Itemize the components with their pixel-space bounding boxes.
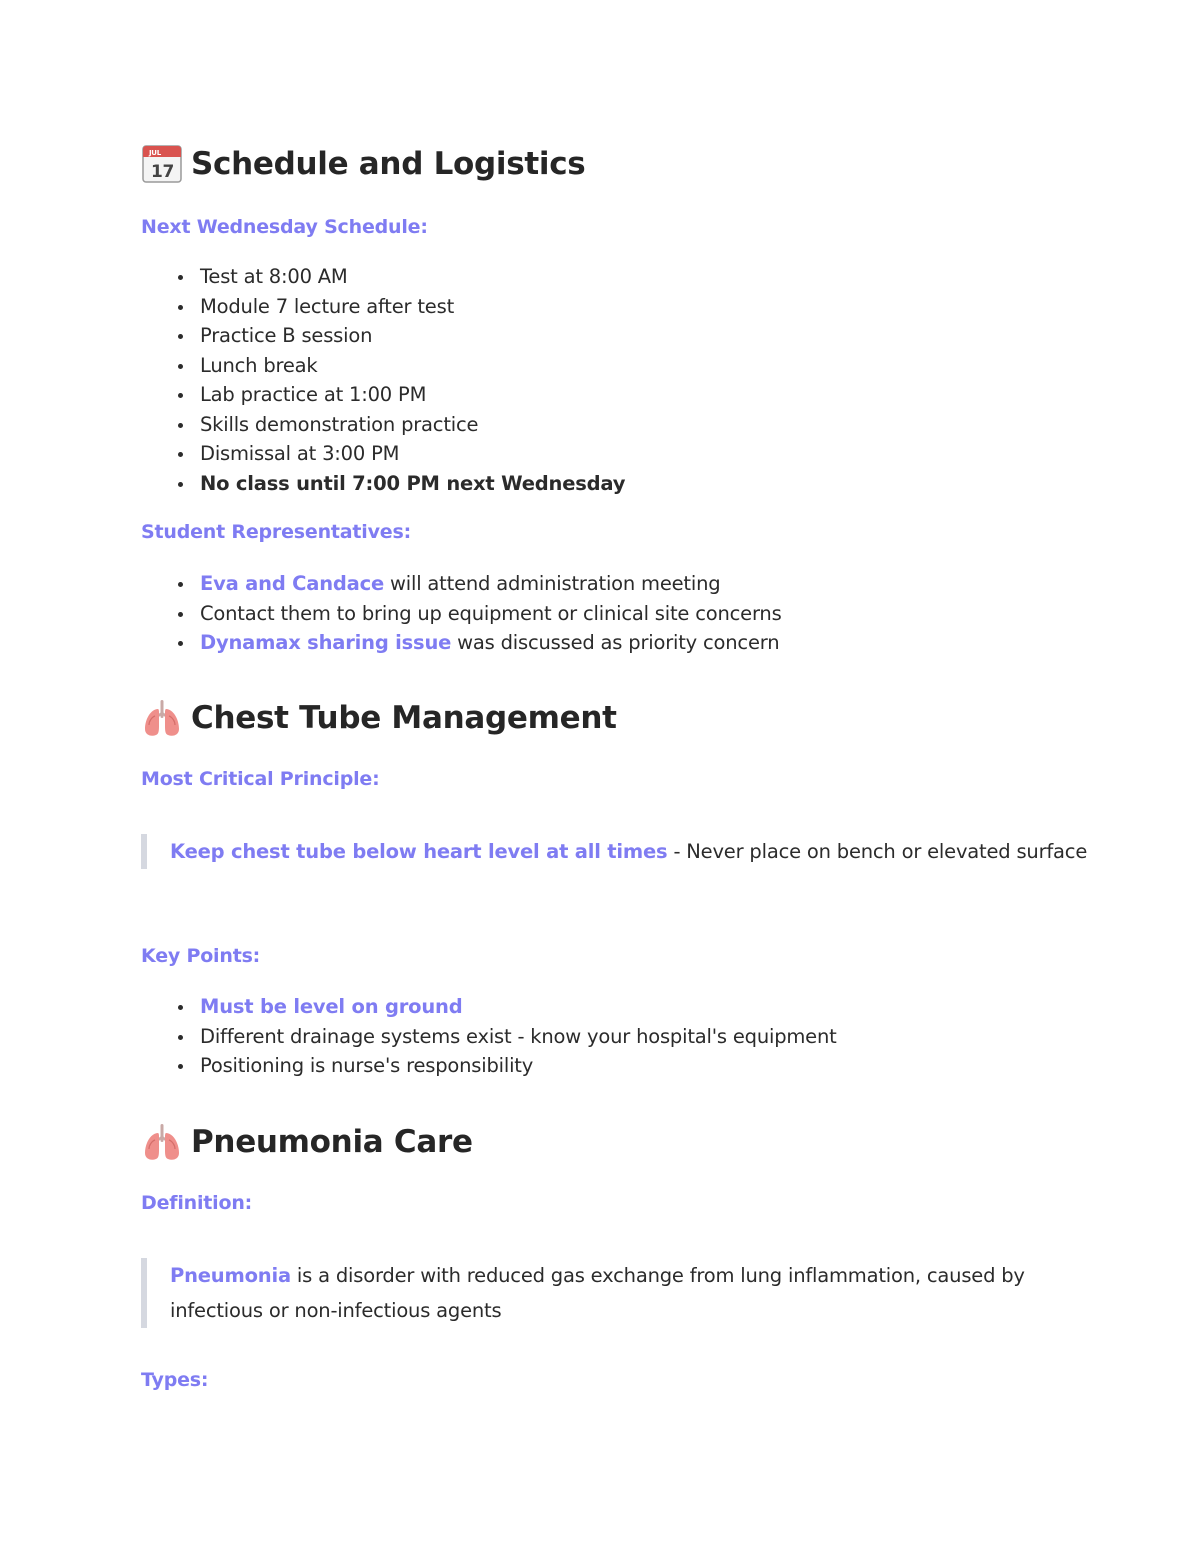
- lungs-icon: [141, 1121, 183, 1163]
- pneumonia-section-title: [141, 1121, 473, 1163]
- schedule-section-title: [141, 143, 585, 185]
- list-item: Test at 8:00 AM: [175, 262, 625, 292]
- types-heading: Types:: [141, 1369, 209, 1391]
- list-item: Dynamax sharing issue was discussed as priority concern: [175, 628, 782, 658]
- key-points-heading: Key Points:: [141, 945, 261, 967]
- list-item: Must be level on ground: [175, 992, 837, 1022]
- list-item: Dismissal at 3:00 PM: [175, 439, 625, 469]
- reps-list: [175, 569, 782, 658]
- chest-tube-section-title: [141, 697, 617, 739]
- critical-principle-quote: Keep chest tube below heart level at all times - Never place on bench or elevated surface: [141, 834, 1100, 869]
- principle-highlight: Keep chest tube below heart level at all times: [170, 840, 668, 863]
- reps-names: Eva and Candace: [200, 572, 385, 595]
- list-item: Skills demonstration practice: [175, 410, 625, 440]
- list-item: Positioning is nurse's responsibility: [175, 1051, 837, 1081]
- definition-highlight: Pneumonia: [170, 1264, 291, 1287]
- calendar-month: JUL: [149, 149, 161, 157]
- list-item: Eva and Candace will attend administration meeting: [175, 569, 782, 599]
- calendar-icon: [141, 143, 183, 185]
- schedule-title-text: Schedule and Logistics: [191, 146, 586, 182]
- next-wednesday-heading: Next Wednesday Schedule:: [141, 216, 428, 238]
- list-item-highlight: No class until 7:00 PM next Wednesday: [175, 469, 625, 499]
- lungs-icon: [141, 697, 183, 739]
- chest-tube-title-text: Chest Tube Management: [191, 700, 617, 736]
- list-item: Module 7 lecture after test: [175, 292, 625, 322]
- pneumonia-title-text: Pneumonia Care: [191, 1124, 473, 1160]
- list-item: Lunch break: [175, 351, 625, 381]
- critical-principle-heading: Most Critical Principle:: [141, 768, 380, 790]
- list-item: Contact them to bring up equipment or clinical site concerns: [175, 599, 782, 629]
- list-item: Lab practice at 1:00 PM: [175, 380, 625, 410]
- priority-issue: Dynamax sharing issue: [200, 631, 452, 654]
- student-reps-heading: Student Representatives:: [141, 521, 411, 543]
- schedule-list: [175, 262, 625, 498]
- key-points-list: [175, 992, 837, 1081]
- definition-quote: Pneumonia is a disorder with reduced gas exchange from lung inflammation, caused by infectious or non-infectious agents: [141, 1258, 1100, 1328]
- calendar-day: 17: [151, 162, 175, 182]
- list-item: Practice B session: [175, 321, 625, 351]
- list-item: Different drainage systems exist - know your hospital's equipment: [175, 1022, 837, 1052]
- definition-heading: Definition:: [141, 1192, 253, 1214]
